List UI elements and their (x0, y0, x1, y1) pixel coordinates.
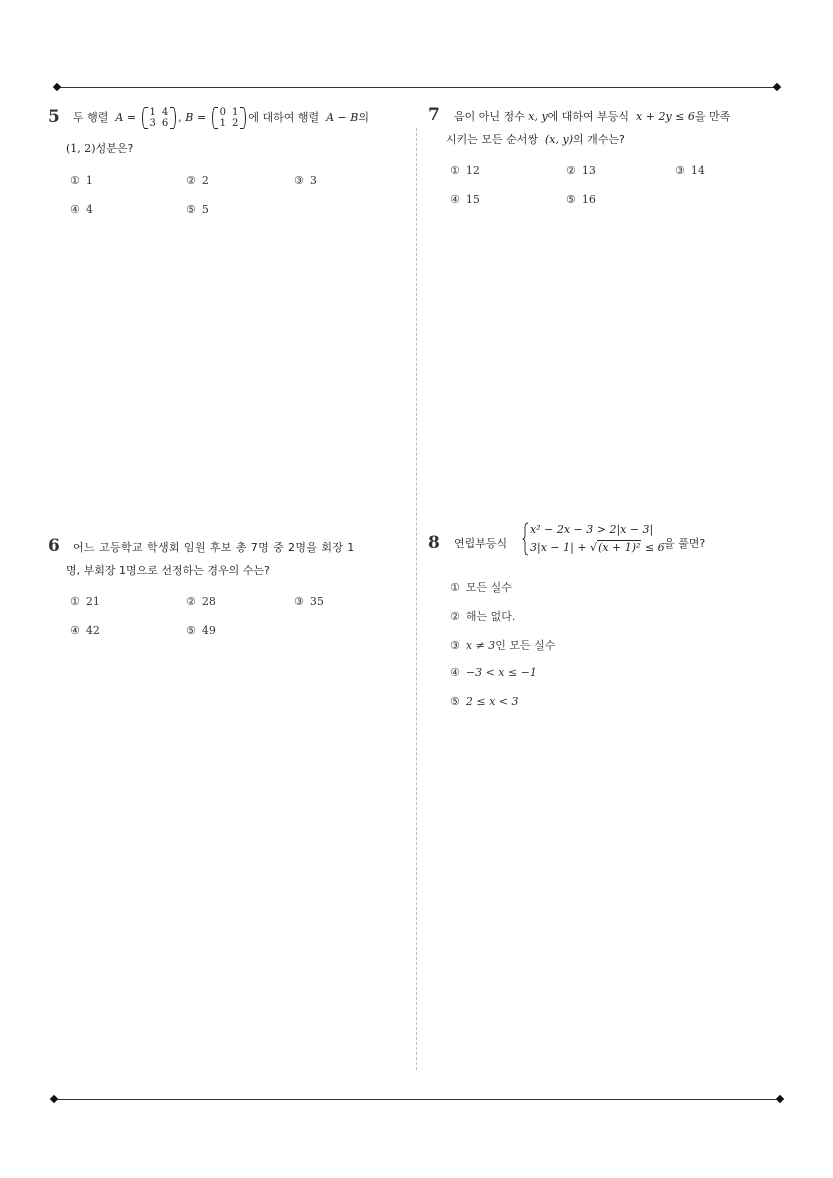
question-8-prefix: 연립부등식 (454, 537, 508, 550)
choice-marker: ② (186, 174, 196, 187)
top-rule-left-diamond (53, 83, 61, 91)
choice-marker: ⑤ (186, 624, 196, 637)
question-5-expr: A − B (326, 111, 359, 124)
question-5-end: 의 (358, 111, 369, 124)
question-7-choice-5[interactable] (566, 193, 596, 206)
choice-marker: ② (566, 164, 576, 177)
choice-value: 16 (581, 193, 596, 206)
matrix-a-cell: 1 (149, 107, 156, 118)
matrix-a-label: A = (115, 111, 137, 124)
column-divider (416, 128, 417, 1070)
top-rule (57, 87, 777, 88)
choice-value: 15 (465, 193, 480, 206)
bottom-rule-left-diamond (50, 1095, 58, 1103)
choice-marker: ③ (675, 164, 685, 177)
sqrt-icon: √ (590, 541, 598, 554)
bottom-rule (54, 1099, 780, 1100)
question-8-suffix: 을 풀면? (664, 537, 706, 550)
question-5-suffix: 에 대하여 행렬 (248, 111, 320, 124)
matrix-a-cell: 4 (161, 107, 169, 118)
choice-value: 4 (85, 203, 93, 216)
sqrt-radicand: (x + 1)² (598, 541, 641, 554)
question-7-choice-1[interactable] (450, 164, 480, 177)
matrix-b (212, 107, 247, 129)
matrix-b-label: B = (185, 111, 207, 124)
inequality-2-right: ≤ 6 (644, 541, 665, 554)
question-6-choice-4[interactable] (70, 624, 100, 637)
choice-marker: ③ (294, 595, 304, 608)
question-5-number: 5 (48, 107, 60, 127)
choice-value-text: 인 모든 실수 (495, 639, 556, 652)
top-rule-right-diamond (773, 83, 781, 91)
question-6-choice-1[interactable] (70, 595, 100, 608)
choice-marker: ⑤ (186, 203, 196, 216)
choice-value: 14 (690, 164, 705, 177)
choice-value: 12 (465, 164, 480, 177)
math-variable: x, (528, 110, 538, 123)
question-7-choice-4[interactable] (450, 193, 480, 206)
question-8-choice-1[interactable] (450, 579, 512, 595)
question-7-number: 7 (428, 105, 440, 125)
choice-value: 3 (309, 174, 317, 187)
choice-marker: ④ (450, 193, 460, 206)
choice-marker: ⑤ (566, 193, 576, 206)
choice-marker: ④ (70, 624, 80, 637)
matrix-a-cell: 3 (149, 118, 156, 129)
question-7-text: 의 개수는? (573, 133, 625, 146)
question-7-text: 시키는 모든 순서쌍 (446, 133, 539, 146)
choice-value: 5 (201, 203, 209, 216)
question-5-entry: (1, 2) (66, 142, 96, 155)
question-5-prefix: 두 행렬 (73, 111, 109, 124)
question-5-ask: 성분은? (95, 142, 134, 155)
question-6-line-1: 어느 고등학교 학생회 임원 후보 총 7명 중 2명을 회장 1 (73, 541, 355, 554)
left-brace-icon (522, 522, 529, 556)
choice-value: 28 (201, 595, 216, 608)
choice-value: 35 (309, 595, 324, 608)
matrix-b-cell: 0 (219, 107, 226, 118)
question-5-choice-3[interactable] (294, 174, 317, 187)
question-7-inequality: x + 2y ≤ 6 (636, 110, 695, 123)
question-5-line-2 (66, 140, 133, 156)
choice-value: −3 < x ≤ −1 (465, 666, 537, 679)
choice-marker: ② (186, 595, 196, 608)
question-7-pair: (x, y) (545, 133, 574, 146)
matrix-a (142, 107, 177, 129)
question-5-choice-4[interactable] (70, 203, 93, 216)
choice-marker: ① (70, 595, 80, 608)
matrix-b-cell: 1 (231, 107, 239, 118)
choice-value: 13 (581, 164, 596, 177)
inequality-2-left: 3|x − 1| + (530, 541, 587, 554)
choice-value-math: x ≠ 3 (465, 639, 496, 652)
question-8-choice-4[interactable] (450, 666, 537, 679)
choice-marker: ③ (450, 639, 460, 652)
question-5-choice-1[interactable] (70, 174, 93, 187)
question-5-line-1: 두 행렬 A = 1 4 3 6 , B = 0 1 1 2 에 대하여 행렬 A − B의 (73, 107, 369, 129)
question-6-choice-3[interactable] (294, 595, 324, 608)
choice-marker: ⑤ (450, 695, 460, 708)
math-variable: y (541, 110, 548, 123)
question-8-number: 8 (428, 533, 440, 553)
bottom-rule-right-diamond (776, 1095, 784, 1103)
choice-marker: ② (450, 610, 460, 623)
question-7-text: 을 만족 (694, 110, 731, 123)
choice-marker: ④ (450, 666, 460, 679)
choice-value: 21 (85, 595, 100, 608)
question-7-text: 에 대하여 부등식 (547, 110, 630, 123)
question-6-number: 6 (48, 536, 60, 556)
question-5-choice-5[interactable] (186, 203, 209, 216)
choice-marker: ① (450, 164, 460, 177)
choice-marker: ④ (70, 203, 80, 216)
question-5-choice-2[interactable] (186, 174, 209, 187)
matrix-b-cell: 1 (219, 118, 226, 129)
choice-value: 해는 없다. (465, 610, 516, 623)
choice-value: 모든 실수 (465, 581, 512, 594)
choice-value: 2 ≤ x < 3 (465, 695, 519, 708)
question-7-line-2 (446, 131, 625, 147)
question-7-line-1 (454, 108, 730, 124)
question-6-choice-5[interactable] (186, 624, 216, 637)
question-6-line-2: 명, 부회장 1명으로 선정하는 경우의 수는? (66, 564, 270, 577)
choice-marker: ③ (294, 174, 304, 187)
choice-value: 1 (85, 174, 93, 187)
matrix-a-cell: 6 (161, 118, 169, 129)
choice-value: 49 (201, 624, 216, 637)
matrix-b-cell: 2 (231, 118, 239, 129)
choice-marker: ① (450, 581, 460, 594)
question-6-choice-2[interactable] (186, 595, 216, 608)
question-8-choice-5[interactable] (450, 695, 519, 708)
question-8-choice-2[interactable] (450, 608, 515, 624)
question-7-text: 음이 아닌 정수 (454, 110, 525, 123)
inequality-2 (530, 541, 665, 554)
question-8-choice-3[interactable] (450, 637, 555, 653)
question-7-choice-2[interactable] (566, 164, 596, 177)
choice-value: 42 (85, 624, 100, 637)
inequality-1: x² − 2x − 3 > 2|x − 3| (530, 523, 654, 536)
choice-marker: ① (70, 174, 80, 187)
question-7-choice-3[interactable] (675, 164, 705, 177)
choice-value: 2 (201, 174, 209, 187)
